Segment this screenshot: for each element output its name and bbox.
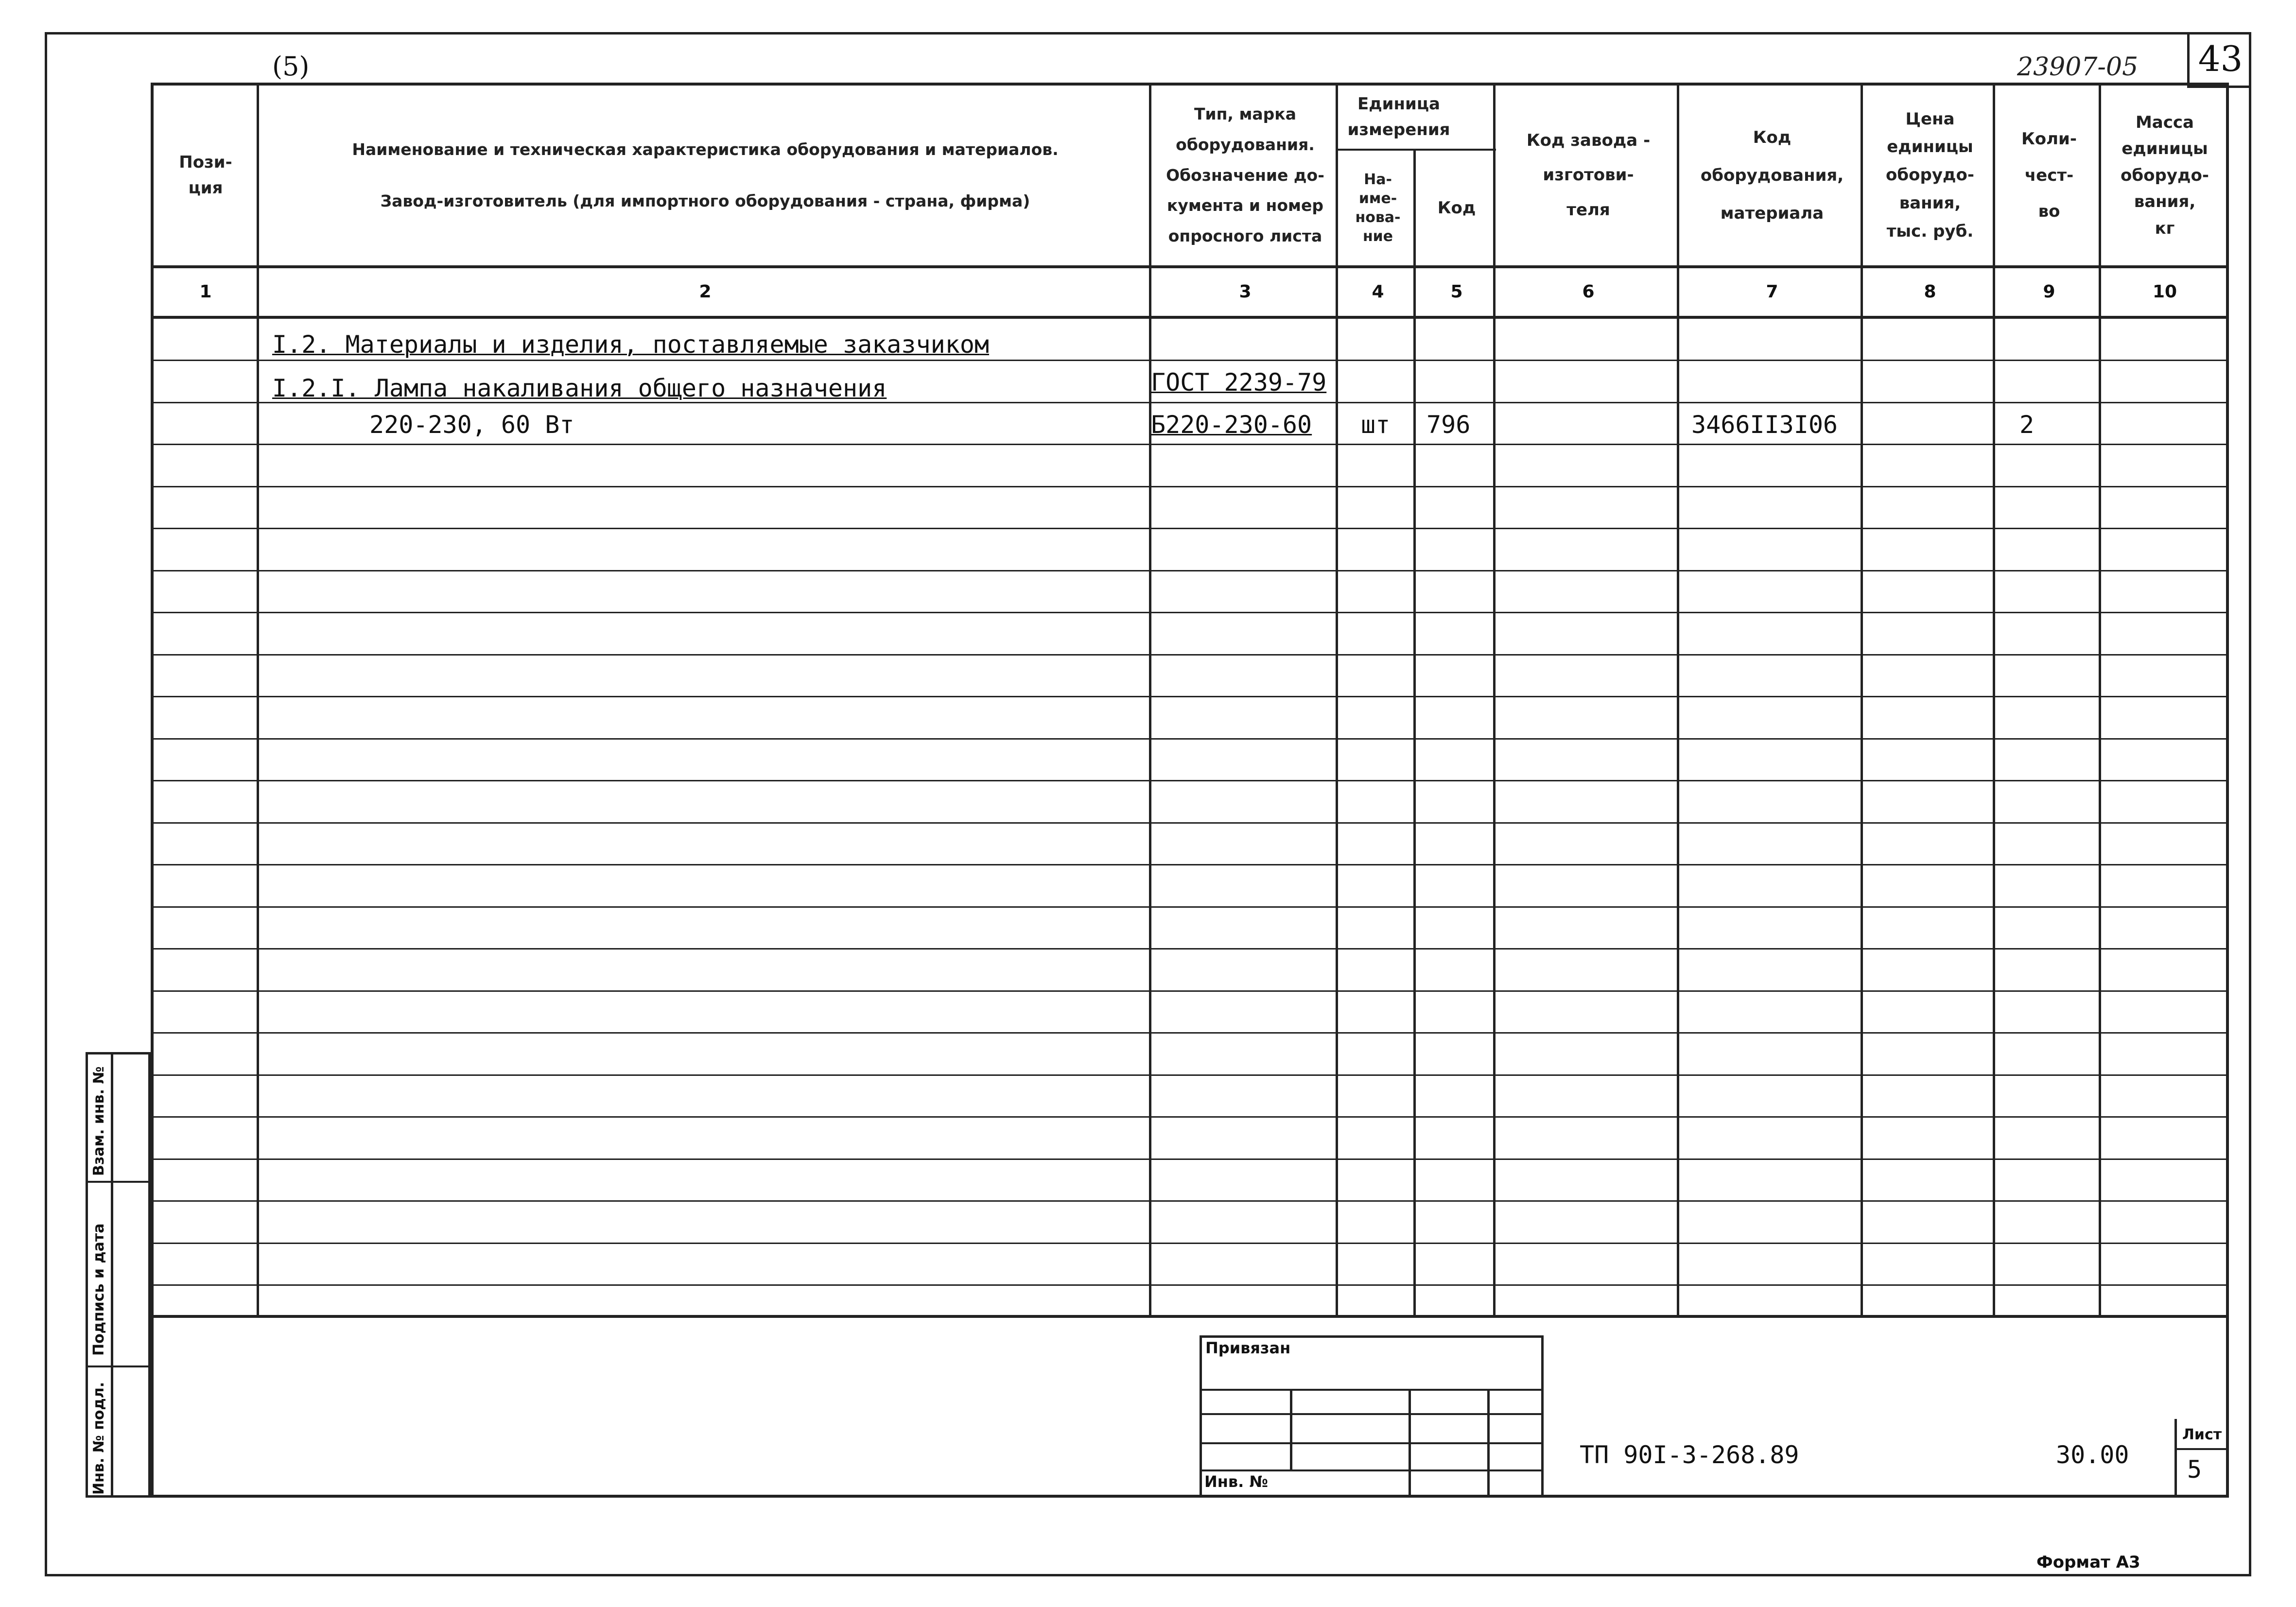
table-row-line <box>151 1032 2229 1034</box>
header-equipment-code: Код оборудования, материала <box>1700 127 1844 224</box>
unit-header-divider <box>1336 149 1496 151</box>
sheet-label: Лист <box>2182 1426 2222 1443</box>
col-line <box>1413 149 1416 1318</box>
table-row-line <box>151 1284 2229 1286</box>
table-row-line <box>151 1200 2229 1202</box>
table-row-line <box>151 948 2229 950</box>
side-stamp-divider <box>111 1052 113 1498</box>
header-bottom-line <box>151 265 2229 268</box>
table-row-line <box>151 822 2229 824</box>
item-standard: ГОСТ 2239-79 <box>1151 368 1327 397</box>
table-row-line <box>151 990 2229 992</box>
section-heading: I.2. Материалы и изделия, поставляемые заказчиком <box>272 330 990 359</box>
header-mass: Масса единицы оборудо- вания, кг <box>2121 113 2209 238</box>
document-code: ТП 90I-3-268.89 <box>1580 1441 1799 1469</box>
column-number-1: 1 <box>199 281 212 302</box>
column-number-6: 6 <box>1582 281 1595 302</box>
bound-grid-line <box>1290 1389 1292 1469</box>
table-row-line <box>151 1158 2229 1160</box>
header-unit: Единица измерения <box>1347 94 1450 139</box>
item-equipment-code: 3466II3I06 <box>1691 411 1838 439</box>
sheet-box-divider <box>2174 1448 2229 1450</box>
table-row-line <box>151 486 2229 487</box>
section-code: 30.00 <box>2056 1441 2129 1469</box>
table-row-line <box>151 360 2229 361</box>
column-number-2: 2 <box>699 281 712 302</box>
table-row-line <box>151 738 2229 740</box>
bound-grid-line <box>1487 1389 1490 1498</box>
header-type: Тип, марка оборудования. Обозначение до- кумента и номер опросного листа <box>1166 104 1324 246</box>
side-label-replace-inv: Взам. инв. № <box>90 1066 107 1176</box>
format-label: Формат А3 <box>2036 1553 2140 1572</box>
table-row-line <box>151 1116 2229 1118</box>
side-stamp-row-line <box>86 1181 151 1183</box>
header-unit-code: Код <box>1437 198 1476 218</box>
bound-grid-line <box>1200 1469 1544 1471</box>
item-name: I.2.I. Лампа накаливания общего назначения <box>272 374 887 402</box>
table-row-line <box>151 780 2229 781</box>
item-unit-code: 796 <box>1426 411 1471 439</box>
bound-grid-line <box>1409 1389 1411 1498</box>
side-label-original-inv: Инв. № подл. <box>90 1382 107 1495</box>
reference-number: 23907-05 <box>2017 52 2139 82</box>
bound-label: Привязан <box>1205 1339 1291 1357</box>
column-number-4: 4 <box>1372 281 1384 302</box>
header-unit-name: На- име- нова- ние <box>1355 171 1401 245</box>
column-number-10: 10 <box>2152 281 2177 302</box>
header-manufacturer-code: Код завода - изготови- теля <box>1526 130 1651 220</box>
column-number-9: 9 <box>2043 281 2055 302</box>
item-type: Б220-230-60 <box>1151 411 1312 439</box>
table-row-line <box>151 864 2229 865</box>
page-number: 43 <box>2187 32 2251 88</box>
bound-grid-line <box>1200 1442 1544 1444</box>
header-name: Наименование и техническая характеристика оборудования и материалов. Завод-изготовитель (для импортного оборудования - страна, фирма) <box>352 140 1059 210</box>
column-number-5: 5 <box>1450 281 1463 302</box>
header-position: Пози- ция <box>179 153 232 198</box>
column-numbers-bottom-line <box>151 316 2229 319</box>
table-row-line <box>151 696 2229 697</box>
table-row-line <box>151 612 2229 613</box>
table-row-line <box>151 1074 2229 1076</box>
header-price: Цена единицы оборудо- вания, тыс. руб. <box>1886 109 1974 241</box>
sheet-value: 5 <box>2187 1455 2202 1484</box>
column-number-8: 8 <box>1924 281 1936 302</box>
bound-grid-line <box>1200 1389 1544 1391</box>
item-spec: 220-230, 60 Вт <box>369 411 574 439</box>
item-quantity: 2 <box>2019 411 2035 439</box>
header-quantity: Коли- чест- во <box>2021 129 2077 222</box>
column-number-3: 3 <box>1239 281 1252 302</box>
bound-grid-line <box>1200 1413 1544 1415</box>
column-number-7: 7 <box>1766 281 1778 302</box>
sheet-index: (5) <box>272 51 310 82</box>
table-row-line <box>151 1243 2229 1244</box>
table-row-line <box>151 528 2229 529</box>
inv-label: Инв. № <box>1204 1472 1268 1491</box>
table-row-line <box>151 444 2229 445</box>
table-body-bottom-line <box>151 1315 2229 1318</box>
side-stamp-row-line <box>86 1365 151 1367</box>
table-row-line <box>151 570 2229 571</box>
table-row-line <box>151 906 2229 908</box>
table-row-line <box>151 654 2229 656</box>
item-unit: шт <box>1361 411 1391 439</box>
side-label-signature-date: Подпись и дата <box>90 1223 107 1356</box>
